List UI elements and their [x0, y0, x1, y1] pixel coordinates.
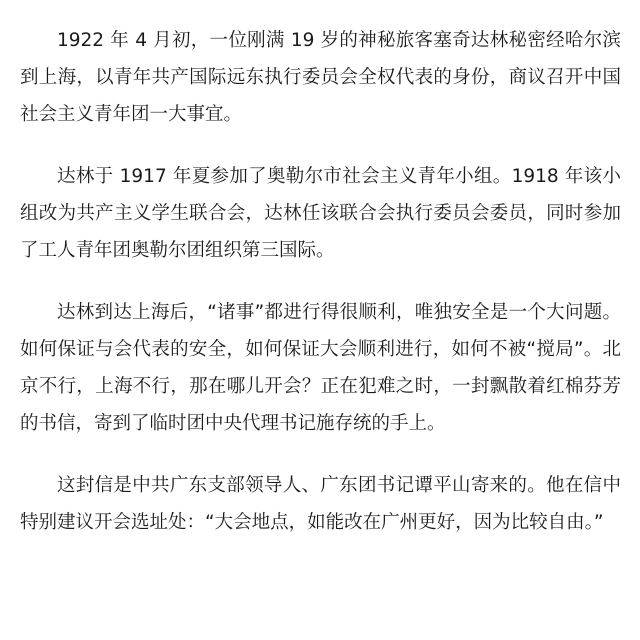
paragraph-1: 1922 年 4 月初，一位刚满 19 岁的神秘旅客塞奇达林秘密经哈尔滨到上海，以青年共产国际远东执行委员会全权代表的身份，商议召开中国社会主义青年团一大事宜。 — [20, 30, 621, 125]
paragraph-2: 达林于 1917 年夏参加了奥勒尔市社会主义青年小组。1918 年该小组改为共产主义学生联合会，达林任该联合会执行委员会委员，同时参加了工人青年团奥勒尔团组织第三国际。 — [20, 166, 621, 261]
paragraph-3: 达林到达上海后，“诸事”都进行得很顺利，唯独安全是一个大问题。如何保证与会代表的安全，如何保证大会顺利进行，如何不被“搅局”。北京不行，上海不行，那在哪儿开会？正在犯难之时，一封飘散着红棉芬芳的书信，寄到了临时团中央代理书记施存统的手上。 — [20, 302, 621, 434]
paragraph-4: 这封信是中共广东支部领导人、广东团书记谭平山寄来的。他在信中特别建议开会选址处：“大会地点，如能改在广州更好，因为比较自由。” — [20, 475, 621, 533]
